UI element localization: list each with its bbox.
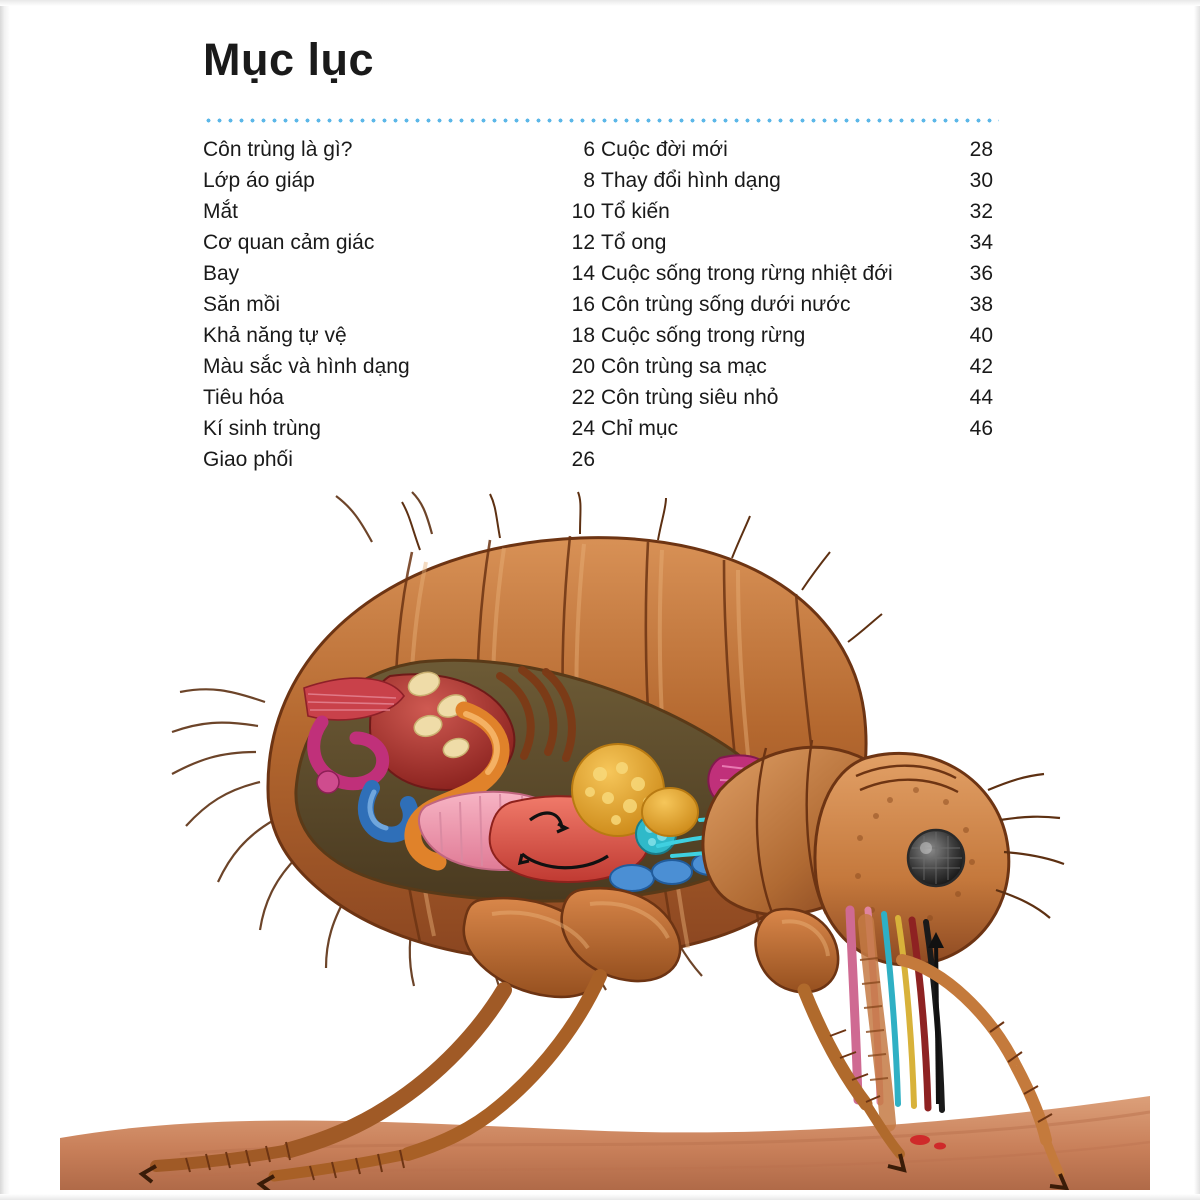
toc-entry[interactable] (203, 231, 601, 262)
toc-entry[interactable] (203, 169, 601, 200)
toc-entry-page: 36 (969, 262, 993, 285)
toc-entry-page: 38 (969, 293, 993, 316)
toc-entry-label: Săn mồi (203, 293, 281, 316)
toc-entry-page: 6 (583, 138, 595, 161)
toc-entry-label: Côn trùng sa mạc (601, 355, 767, 378)
toc-entry-page: 22 (571, 386, 595, 409)
toc-entry-label: Côn trùng là gì? (203, 138, 353, 161)
toc-entry-label: Bay (203, 262, 240, 285)
table-of-contents (203, 138, 1003, 479)
toc-column-left (203, 138, 601, 479)
toc-entry-label: Lớp áo giáp (203, 169, 315, 192)
dotted-divider (203, 118, 999, 123)
toc-entry[interactable] (601, 355, 999, 386)
toc-entry[interactable] (601, 417, 999, 448)
toc-entry[interactable] (601, 386, 999, 417)
toc-entry[interactable] (601, 138, 999, 169)
page-edge-top (0, 0, 1200, 6)
toc-entry-label: Mắt (203, 200, 239, 223)
toc-entry-label: Cuộc đời mới (601, 138, 728, 161)
toc-entry-page: 14 (571, 262, 595, 285)
toc-entry[interactable] (203, 138, 601, 169)
flea-anatomy-cutaway-illustration (60, 490, 1150, 1190)
toc-entry-page: 20 (571, 355, 595, 378)
toc-entry[interactable] (203, 417, 601, 448)
page-edge-right (1194, 0, 1200, 1200)
toc-entry-page: 28 (969, 138, 993, 161)
toc-entry-page: 24 (571, 417, 595, 440)
toc-entry[interactable] (203, 386, 601, 417)
toc-entry-page: 26 (571, 448, 595, 471)
toc-entry-page: 18 (571, 324, 595, 347)
toc-entry[interactable] (601, 200, 999, 231)
page-edge-bottom (0, 1194, 1200, 1200)
toc-entry-label: Màu sắc và hình dạng (203, 355, 410, 378)
page-edge-left (0, 0, 10, 1200)
page-title: Mục lục (203, 34, 375, 85)
toc-entry[interactable] (203, 200, 601, 231)
toc-entry-page: 40 (969, 324, 993, 347)
toc-entry[interactable] (203, 448, 601, 479)
toc-entry-page: 44 (969, 386, 993, 409)
toc-entry[interactable] (601, 169, 999, 200)
toc-entry-label: Cuộc sống trong rừng (601, 324, 806, 347)
toc-entry[interactable] (601, 262, 999, 293)
toc-entry-label: Tổ kiến (601, 200, 670, 223)
toc-entry-page: 32 (969, 200, 993, 223)
toc-entry[interactable] (203, 293, 601, 324)
toc-entry-label: Cơ quan cảm giác (203, 231, 375, 254)
toc-entry[interactable] (203, 355, 601, 386)
toc-entry-label: Tổ ong (601, 231, 667, 254)
toc-entry-page: 8 (583, 169, 595, 192)
toc-entry-label: Giao phối (203, 448, 293, 471)
toc-entry-page: 34 (969, 231, 993, 254)
toc-entry[interactable] (203, 324, 601, 355)
toc-entry[interactable] (203, 262, 601, 293)
toc-entry-label: Cuộc sống trong rừng nhiệt đới (601, 262, 893, 285)
toc-entry[interactable] (601, 231, 999, 262)
toc-entry-label: Thay đổi hình dạng (601, 169, 781, 192)
toc-entry[interactable] (601, 324, 999, 355)
toc-entry-label: Kí sinh trùng (203, 417, 321, 440)
toc-column-right (601, 138, 999, 479)
toc-entry-label: Côn trùng siêu nhỏ (601, 386, 779, 409)
toc-entry-label: Tiêu hóa (203, 386, 284, 409)
toc-entry-page: 10 (571, 200, 595, 223)
skin-ground (60, 1096, 1150, 1190)
toc-entry-page: 12 (571, 231, 595, 254)
toc-entry-page: 42 (969, 355, 993, 378)
toc-entry[interactable] (601, 293, 999, 324)
toc-entry-label: Khả năng tự vệ (203, 324, 347, 347)
toc-entry-label: Côn trùng sống dưới nước (601, 293, 851, 316)
toc-entry-page: 46 (969, 417, 993, 440)
toc-entry-page: 30 (969, 169, 993, 192)
toc-entry-label: Chỉ mục (601, 417, 679, 440)
toc-entry-page: 16 (571, 293, 595, 316)
